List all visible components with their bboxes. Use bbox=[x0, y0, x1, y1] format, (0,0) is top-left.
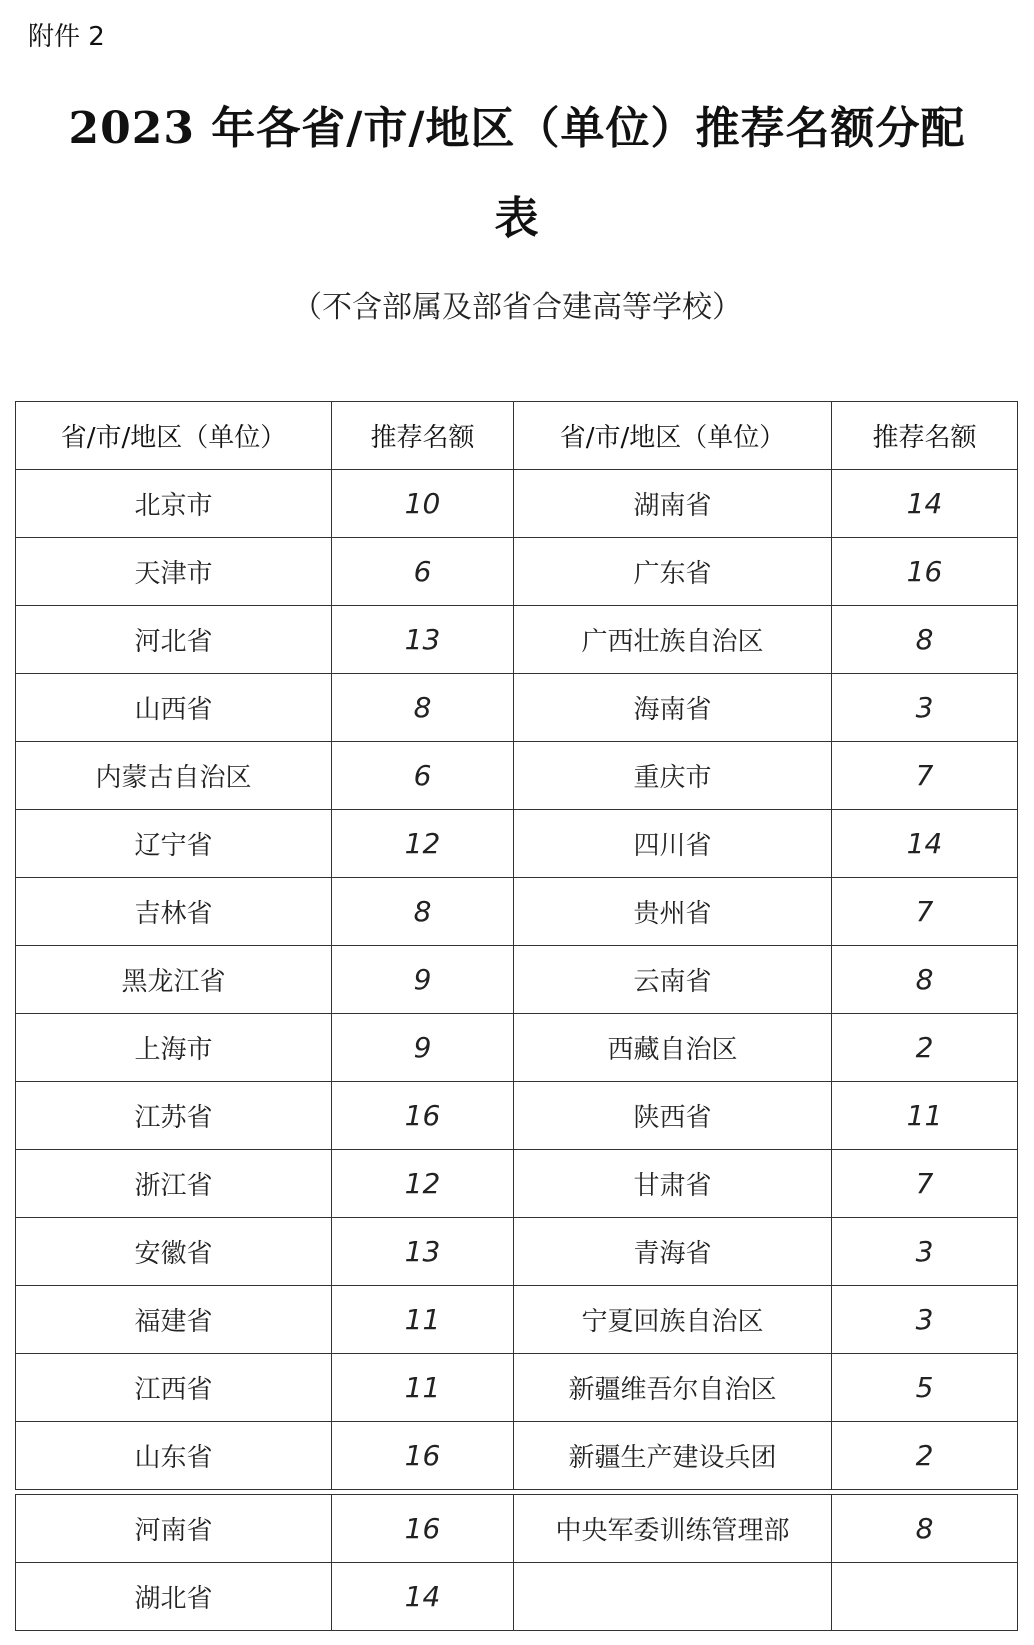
region-cell: 辽宁省 bbox=[16, 810, 332, 878]
table-row bbox=[16, 878, 1018, 946]
region-cell: 海南省 bbox=[514, 674, 832, 742]
region-cell: 山西省 bbox=[16, 674, 332, 742]
quota-cell: 11 bbox=[332, 1286, 514, 1354]
table-row bbox=[16, 606, 1018, 674]
table-header-row bbox=[16, 402, 1018, 470]
quota-cell: 5 bbox=[832, 1354, 1018, 1422]
table-row bbox=[16, 1082, 1018, 1150]
quota-cell: 14 bbox=[832, 470, 1018, 538]
quota-cell bbox=[832, 1563, 1018, 1631]
table-row bbox=[16, 742, 1018, 810]
region-cell: 新疆维吾尔自治区 bbox=[514, 1354, 832, 1422]
quota-cell: 13 bbox=[332, 606, 514, 674]
table-row bbox=[16, 674, 1018, 742]
table-row bbox=[16, 1150, 1018, 1218]
quota-cell: 7 bbox=[832, 1150, 1018, 1218]
region-cell: 黑龙江省 bbox=[16, 946, 332, 1014]
quota-cell: 16 bbox=[332, 1422, 514, 1490]
quota-cell: 12 bbox=[332, 810, 514, 878]
quota-cell: 7 bbox=[832, 878, 1018, 946]
table-row bbox=[16, 1218, 1018, 1286]
quota-table-continued bbox=[15, 1494, 1018, 1631]
region-cell: 河南省 bbox=[16, 1495, 332, 1563]
region-cell: 福建省 bbox=[16, 1286, 332, 1354]
quota-cell: 16 bbox=[832, 538, 1018, 606]
quota-cell: 16 bbox=[332, 1495, 514, 1563]
table-row bbox=[16, 538, 1018, 606]
quota-cell: 13 bbox=[332, 1218, 514, 1286]
region-cell: 湖南省 bbox=[514, 470, 832, 538]
region-cell: 宁夏回族自治区 bbox=[514, 1286, 832, 1354]
quota-cell: 8 bbox=[832, 946, 1018, 1014]
table-row bbox=[16, 946, 1018, 1014]
header-quota-right: 推荐名额 bbox=[832, 402, 1018, 470]
quota-cell: 7 bbox=[832, 742, 1018, 810]
quota-cell: 14 bbox=[832, 810, 1018, 878]
quota-cell: 16 bbox=[332, 1082, 514, 1150]
quota-cell: 12 bbox=[332, 1150, 514, 1218]
table-row bbox=[16, 1354, 1018, 1422]
region-cell: 西藏自治区 bbox=[514, 1014, 832, 1082]
region-cell: 江西省 bbox=[16, 1354, 332, 1422]
region-cell: 河北省 bbox=[16, 606, 332, 674]
quota-cell: 8 bbox=[332, 674, 514, 742]
region-cell: 贵州省 bbox=[514, 878, 832, 946]
region-cell: 上海市 bbox=[16, 1014, 332, 1082]
page-title: 2023 年各省/市/地区（单位）推荐名额分配 bbox=[68, 103, 966, 154]
table-row bbox=[16, 810, 1018, 878]
region-cell: 重庆市 bbox=[514, 742, 832, 810]
quota-cell: 9 bbox=[332, 1014, 514, 1082]
quota-cell: 11 bbox=[332, 1354, 514, 1422]
region-cell: 山东省 bbox=[16, 1422, 332, 1490]
quota-cell: 2 bbox=[832, 1422, 1018, 1490]
region-cell: 内蒙古自治区 bbox=[16, 742, 332, 810]
quota-cell: 8 bbox=[832, 1495, 1018, 1563]
table-row bbox=[16, 1014, 1018, 1082]
header-quota-left: 推荐名额 bbox=[332, 402, 514, 470]
quota-cell: 2 bbox=[832, 1014, 1018, 1082]
attachment-label: 附件 2 bbox=[28, 22, 105, 52]
quota-cell: 3 bbox=[832, 1218, 1018, 1286]
quota-cell: 8 bbox=[832, 606, 1018, 674]
region-cell: 中央军委训练管理部 bbox=[514, 1495, 832, 1563]
region-cell: 湖北省 bbox=[16, 1563, 332, 1631]
region-cell: 陕西省 bbox=[514, 1082, 832, 1150]
table-row bbox=[16, 1422, 1018, 1490]
page-title-continued: 表 bbox=[494, 193, 540, 244]
table-row bbox=[16, 1563, 1018, 1631]
page-subtitle: （不含部属及部省合建高等学校） bbox=[292, 290, 742, 325]
region-cell: 四川省 bbox=[514, 810, 832, 878]
quota-cell: 3 bbox=[832, 674, 1018, 742]
region-cell: 广西壮族自治区 bbox=[514, 606, 832, 674]
quota-cell: 9 bbox=[332, 946, 514, 1014]
region-cell: 吉林省 bbox=[16, 878, 332, 946]
quota-cell: 3 bbox=[832, 1286, 1018, 1354]
table-row bbox=[16, 470, 1018, 538]
region-cell: 天津市 bbox=[16, 538, 332, 606]
region-cell: 浙江省 bbox=[16, 1150, 332, 1218]
region-cell: 江苏省 bbox=[16, 1082, 332, 1150]
region-cell: 广东省 bbox=[514, 538, 832, 606]
quota-cell: 6 bbox=[332, 742, 514, 810]
quota-cell: 11 bbox=[832, 1082, 1018, 1150]
region-cell: 青海省 bbox=[514, 1218, 832, 1286]
region-cell: 新疆生产建设兵团 bbox=[514, 1422, 832, 1490]
region-cell: 北京市 bbox=[16, 470, 332, 538]
region-cell: 安徽省 bbox=[16, 1218, 332, 1286]
region-cell: 云南省 bbox=[514, 946, 832, 1014]
quota-cell: 6 bbox=[332, 538, 514, 606]
table-row bbox=[16, 1286, 1018, 1354]
table-row bbox=[16, 1495, 1018, 1563]
region-cell bbox=[514, 1563, 832, 1631]
quota-cell: 8 bbox=[332, 878, 514, 946]
region-cell: 甘肃省 bbox=[514, 1150, 832, 1218]
quota-table bbox=[15, 401, 1018, 1490]
quota-cell: 14 bbox=[332, 1563, 514, 1631]
header-region-left: 省/市/地区（单位） bbox=[16, 402, 332, 470]
header-region-right: 省/市/地区（单位） bbox=[514, 402, 832, 470]
quota-cell: 10 bbox=[332, 470, 514, 538]
